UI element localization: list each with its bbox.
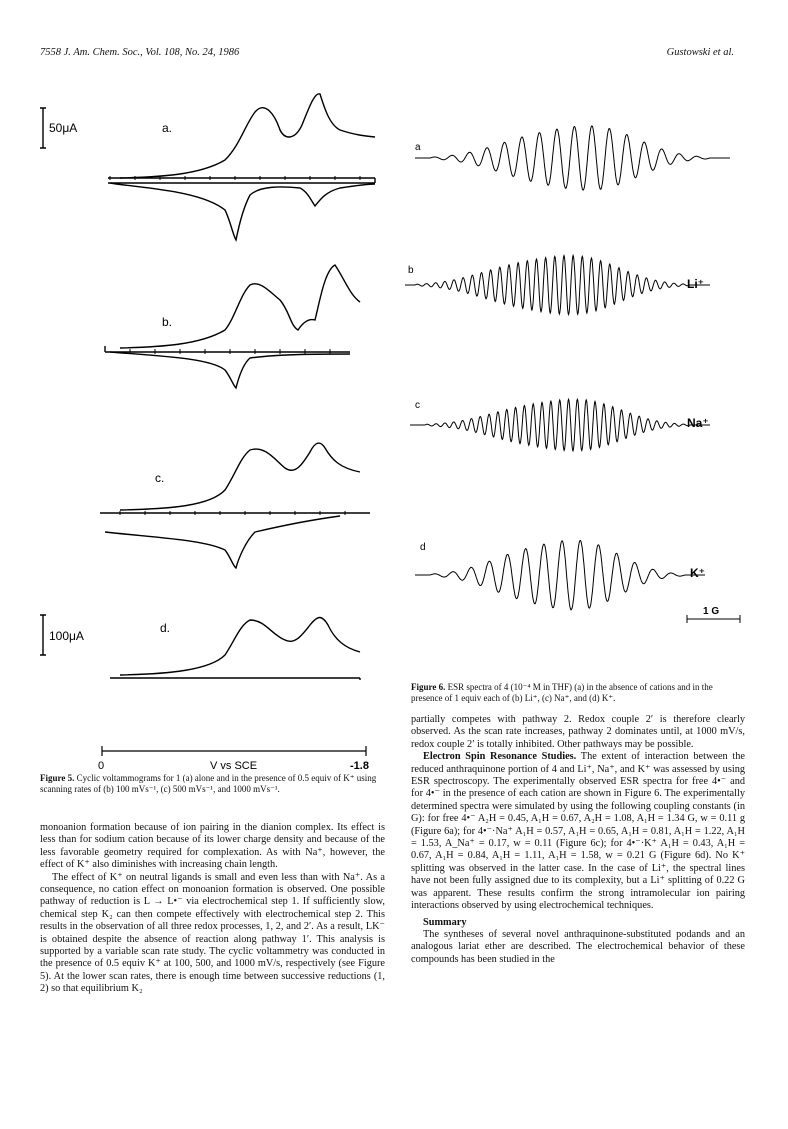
scale-bar-top bbox=[40, 108, 46, 148]
figure-5-caption-label: Figure 5. bbox=[40, 773, 75, 783]
figure-6-esr-spectra bbox=[405, 80, 745, 680]
section-heading-summary: Summary bbox=[423, 916, 467, 928]
voltammogram-c bbox=[100, 443, 370, 568]
cation-label-li: Li⁺ bbox=[687, 277, 704, 291]
section-heading-esr: Electron Spin Resonance Studies. bbox=[423, 751, 577, 763]
axis-label-zero: 0 bbox=[98, 760, 105, 771]
esr-trace-b bbox=[405, 256, 710, 315]
running-header-right: Gustowski et al. bbox=[666, 47, 734, 58]
esr-panel-c: c bbox=[415, 400, 420, 411]
axis-label-end: -1.8 bbox=[350, 760, 369, 771]
scale-label-top: 50μA bbox=[49, 121, 78, 135]
figure-6-caption bbox=[411, 682, 745, 704]
voltammogram-a bbox=[108, 94, 375, 240]
panel-label-c: c. bbox=[155, 471, 165, 485]
esr-panel-d: d bbox=[420, 542, 426, 553]
figure-5-caption-text: Cyclic voltammograms for 1 (a) alone and in the presence of 0.5 equiv of K⁺ using scanning rates of (b) 100 mVs⁻¹, (c) 500 mVs⁻¹, and 1000 mVs⁻¹. bbox=[40, 773, 377, 794]
esr-panel-a: a bbox=[415, 142, 421, 153]
axis-ticks bbox=[110, 176, 360, 515]
left-column-text bbox=[40, 822, 385, 996]
paragraph-esr bbox=[411, 751, 745, 912]
paragraph-esr-text: The extent of interaction between the reduced anthraquinone portion of 4 and Li⁺, Na⁺, and K⁺ was assessed by using ESR spectroscopy. The experimentally observed ESR spectra for free 4•⁻ and for 4•⁻ in the presence of each cation are shown in Figure 6. The experimentally determined spectra were simulated by using the following coupling constants (in G): for free 4•⁻ A₂H = 0.45, A₁H = 0.67, A₂H = 1.08, A₁H = 1.34 G, w = 0.11 g (Figure 6a); for 4•⁻·Na⁺ A₁H = 0.57, A₁H = 0.65, A₁H = 0.81, A₁H = 1.22, A₁H = 1.53, A_Na⁺ = 0.17, w = 0.11 (Figure 6c); for 4•⁻·K⁺ A₁H = 0.43, A₁H = 0.67, A₁H = 0.84, A₁H = 1.11, A₁H = 1.58, w = 0.21 G (Figure 6d). No K⁺ splitting was observed in the latter case. In the case of Li⁺, the spectral lines have not been fully assigned due to its complexity, but a Li⁺ splitting of 0.22 G was apparent. These results confirm the strong intramolecular ion pairing interactions observed by using electrochemical techniques. bbox=[411, 751, 745, 912]
paragraph: partially competes with pathway 2. Redox couple 2′ is therefore clearly observed. As the scan rate increases, pathway 2 dominates until, at 1000 mV/s, redox couple 2′ is totally inhibited. Other pathways may be possible. bbox=[411, 714, 745, 750]
cation-label-na: Na⁺ bbox=[687, 416, 709, 430]
figure-5-caption bbox=[40, 773, 385, 795]
paragraph: The syntheses of several novel anthraquinone-substituted podands and an analogous lariat ether are described. The electrochemical behavior of these compounds has been studied in the bbox=[411, 928, 745, 965]
figure-6-caption-text: ESR spectra of 4 (10⁻⁴ M in THF) (a) in the absence of cations and in the presence of 1 equiv each of (b) Li⁺, (c) Na⁺, and (d) K⁺. bbox=[411, 682, 713, 703]
axis-label-vsce: V vs SCE bbox=[210, 760, 258, 771]
voltammogram-b bbox=[105, 265, 360, 388]
esr-panel-b: b bbox=[408, 265, 414, 276]
panel-label-a: a. bbox=[162, 121, 173, 135]
figure-6-caption-label: Figure 6. bbox=[411, 682, 446, 692]
field-scale-label: 1 G bbox=[703, 606, 720, 617]
voltammogram-d bbox=[100, 618, 360, 681]
running-header-left: 7558 J. Am. Chem. Soc., Vol. 108, No. 24, 1986 bbox=[40, 47, 240, 58]
cation-label-k: K⁺ bbox=[690, 566, 705, 580]
scale-bar-bottom bbox=[40, 615, 46, 655]
right-column-text bbox=[411, 714, 745, 966]
figure-5-voltammograms bbox=[40, 80, 385, 680]
potential-axis bbox=[40, 743, 385, 771]
esr-trace-c bbox=[410, 399, 710, 451]
esr-trace-a bbox=[415, 126, 730, 190]
panel-label-d: d. bbox=[160, 621, 171, 635]
esr-trace-d bbox=[415, 541, 705, 610]
scale-label-bottom: 100μA bbox=[49, 629, 84, 643]
paragraph: monoanion formation because of ion pairing in the dianion complex. Its effect is less than for sodium cation because of its lower charge density and because of the less favorable geometry required for complexation. As with Na⁺, however, the effect of K⁺ also diminishes with increasing chain length. bbox=[40, 822, 385, 871]
panel-label-b: b. bbox=[162, 315, 173, 329]
paragraph: The effect of K⁺ on neutral ligands is small and even less than with Na⁺. As a consequence, no cation effect on monoanion formation is observed. One possible pathway of reduction is L → L•⁻ via electrochemical step 1. If sufficiently slow, chemical step K₂ can then compete effectively with electrochemical step 2. This results in the observation of all three redox processes, 1, 2, and 2′. As a result, LK⁻ is obtained despite the absence of reaction along pathway 1′. This analysis is supported by a variable scan rate study. The cyclic voltammetry was conducted in the presence of 0.5 equiv K⁺ at 100, 500, and 1000 mV/s, respectively (see Figure 5). At the lower scan rates, there is enough time between successive reductions (1, 2) so that equilibrium K₂ bbox=[40, 871, 385, 995]
